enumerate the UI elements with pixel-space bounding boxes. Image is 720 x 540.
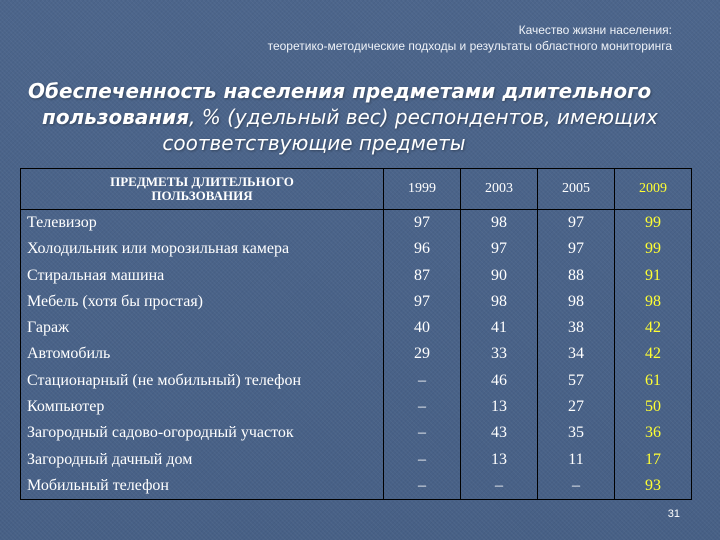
- value-2009-4: 98: [645, 292, 661, 310]
- item-name-2: Холодильник или морозильная камера: [27, 240, 290, 258]
- value-1999-6: 29: [414, 345, 430, 363]
- value-1999-2: 96: [414, 240, 430, 258]
- value-1999-8: –: [418, 398, 426, 416]
- value-1999-7: –: [418, 371, 426, 389]
- item-name-5: Гараж: [27, 319, 70, 337]
- year-header-2003: 2003: [461, 169, 538, 210]
- value-1999-4: 97: [414, 292, 430, 310]
- value-2005-1: 97: [568, 214, 584, 231]
- title-line-1: Обеспеченность населения предметами длительного: [28, 79, 652, 103]
- table-header-row: [21, 169, 692, 210]
- value-2003-3: 90: [491, 266, 507, 284]
- values-column-2005: [538, 210, 615, 500]
- value-2009-8: 50: [645, 398, 661, 416]
- value-2009-7: 61: [645, 371, 661, 389]
- value-2003-2: 97: [491, 240, 507, 258]
- value-2005-3: 88: [568, 266, 584, 284]
- value-1999-10: –: [418, 450, 426, 468]
- slide-title: [24, 78, 714, 156]
- value-2003-9: 43: [491, 424, 507, 442]
- slide-header: [112, 22, 672, 54]
- value-1999-3: 87: [414, 266, 430, 284]
- value-2009-9: 36: [645, 424, 661, 442]
- item-name-6: Автомобиль: [27, 345, 111, 363]
- year-header-1999: 1999: [384, 169, 461, 210]
- value-2003-6: 33: [491, 345, 507, 363]
- value-2005-11: –: [572, 476, 580, 494]
- value-2003-1: 98: [491, 214, 507, 231]
- item-name-11: Мобильный телефон: [27, 476, 169, 494]
- value-2005-5: 38: [568, 319, 584, 337]
- value-2009-11: 93: [645, 476, 661, 494]
- value-2003-10: 13: [491, 450, 507, 468]
- item-header-line-1: ПРЕДМЕТЫ ДЛИТЕЛЬНОГО: [110, 174, 294, 189]
- values-column-2003: [461, 210, 538, 500]
- item-header-line-2: ПОЛЬЗОВАНИЯ: [151, 188, 253, 203]
- item-name-10: Загородный дачный дом: [27, 450, 193, 468]
- value-2003-8: 13: [491, 398, 507, 416]
- item-name-3: Стиральная машина: [27, 266, 165, 284]
- durable-goods-table: [20, 168, 692, 500]
- item-name-9: Загородный садово-огородный участок: [27, 424, 294, 442]
- item-name-7: Стационарный (не мобильный) телефон: [27, 371, 302, 389]
- values-column-1999: [384, 210, 461, 500]
- item-names-column: [21, 210, 384, 500]
- values-column-2009: [615, 210, 692, 500]
- value-2009-3: 91: [645, 266, 661, 284]
- title-line-2-rest: , % (удельный вес) респондентов, имеющих: [189, 105, 658, 129]
- value-2005-9: 35: [568, 424, 584, 442]
- table-body-row: [21, 210, 692, 500]
- title-line-3: соответствующие предметы: [162, 131, 466, 155]
- item-name-4: Мебель (хотя бы простая): [27, 292, 204, 310]
- value-2003-4: 98: [491, 292, 507, 310]
- value-2005-8: 27: [568, 398, 584, 416]
- year-header-2009: 2009: [615, 169, 692, 210]
- value-1999-11: –: [418, 476, 426, 494]
- value-2003-7: 46: [491, 371, 507, 389]
- item-name-8: Компьютер: [27, 398, 105, 416]
- value-2009-10: 17: [645, 450, 661, 468]
- value-2005-2: 97: [568, 240, 584, 258]
- value-1999-1: 97: [414, 214, 430, 231]
- header-line-2: теоретико-методические подходы и результаты областного мониторинга: [267, 39, 672, 53]
- value-2009-2: 99: [645, 240, 661, 258]
- page-number: 31: [667, 508, 680, 520]
- value-2003-5: 41: [491, 319, 507, 337]
- value-2003-11: –: [495, 476, 503, 494]
- value-2005-7: 57: [568, 371, 584, 389]
- value-2009-5: 42: [645, 319, 661, 337]
- header-line-1: Качество жизни населения:: [518, 23, 672, 37]
- item-name-1: Телевизор: [27, 214, 97, 231]
- value-2005-4: 98: [568, 292, 584, 310]
- value-2005-6: 34: [568, 345, 584, 363]
- item-column-header: [21, 169, 384, 210]
- title-line-2: [24, 104, 714, 130]
- value-2009-6: 42: [645, 345, 661, 363]
- title-line-2-bold: пользования: [42, 105, 190, 129]
- value-2009-1: 99: [645, 214, 661, 231]
- value-1999-9: –: [418, 424, 426, 442]
- value-2005-10: 11: [568, 450, 584, 468]
- value-1999-5: 40: [414, 319, 430, 337]
- year-header-2005: 2005: [538, 169, 615, 210]
